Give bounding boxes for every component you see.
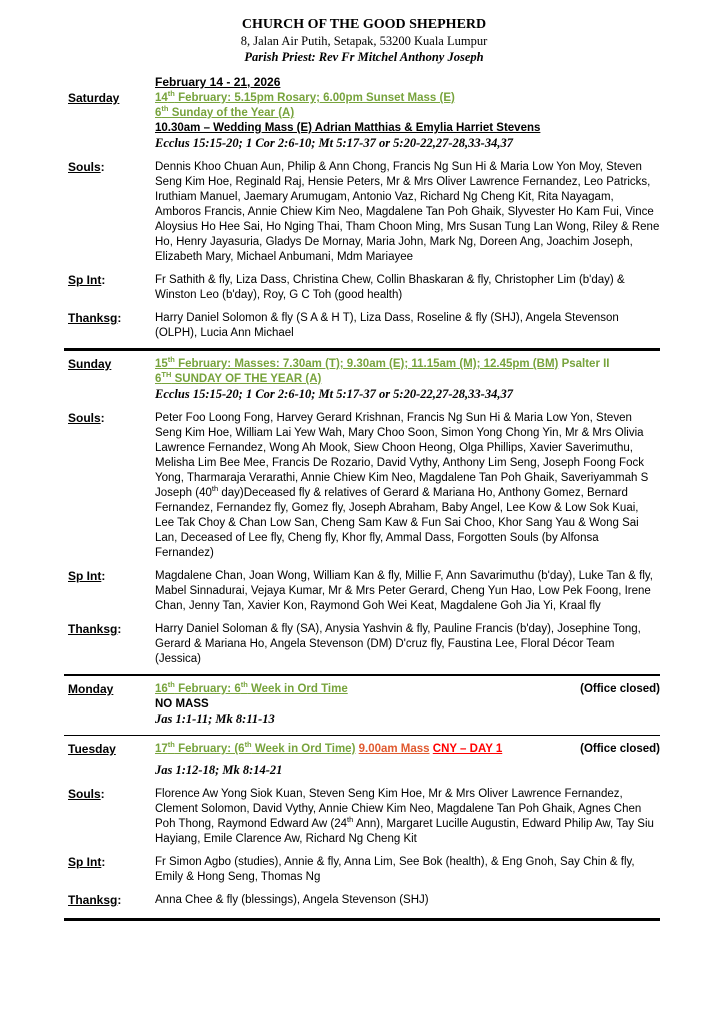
- souls-label: Souls:: [68, 411, 105, 425]
- thanksg-row: [68, 622, 660, 667]
- heading-line: [155, 372, 660, 387]
- souls-text: Peter Foo Loong Fong, Harvey Gerard Krishnan, Francis Ng Sun Hi & Maria Low Yon, Steven Seng Kim Hoe, William Lai Yew Wah, Mary Choo Soon, Simon Yong Chong Yin, Mr & Mrs Olivia Lawrence Fernandez, Wong Ah Mook, Siew Choon Heong, Olga Phillips, Xavier Saverimuthu, Melisha Lim Bee Mee, Francis De Rozario, David Vythy, Anthony Lim Seng, Joseph Foong Fock Yong, Tharmaraja Verarathi, Annie Chiew Kim Neo, Magdalene Tan Poh Ghaik, Saveriyammah S Joseph (40th day)Deceased fly & relatives of Gerard & Mariana Ho, Anthony Gomez, Bernard Fernandez, Fernandez fly, Gomez fly, Joseph Abraham, Baby Angel, Lee Kow & Low Sok Kuai, Lee Tak Choy & Chan Low San, Cheng Sam Kaw & Fun Sai Choo, Khor Sang Yau & Wong Sai Lan, Deceased of Lee fly, Cheng fly, Khor fly, Ammal Dass, Forgotten Souls (by Alfonsa Fernandez): [155, 412, 649, 559]
- heading-segment: 10.30am – Wedding Mass (E) Adrian Matthias & Emylia Harriet Stevens: [155, 122, 541, 134]
- day-label: Monday: [68, 682, 114, 696]
- office-closed-note: (Office closed): [580, 683, 660, 695]
- church-address: 8, Jalan Air Putih, Setapak, 53200 Kuala Lumpur: [240, 34, 488, 48]
- section-tuesday: [68, 742, 660, 908]
- thanksg-label: Thanksg:: [68, 311, 122, 325]
- scripture-reading: Jas 1:1-11; Mk 8:11-13: [155, 712, 275, 726]
- heading-line: [155, 106, 660, 121]
- sp-int-label: Sp Int:: [68, 855, 106, 869]
- thanksg-row: [68, 893, 660, 908]
- sp-int-label: Sp Int:: [68, 273, 106, 287]
- heading-segment: 16th February: 6th Week in Ord Time: [155, 680, 348, 695]
- souls-row: [68, 160, 660, 265]
- souls-text: Florence Aw Yong Siok Kuan, Steven Seng Kim Hoe, Mr & Mrs Oliver Lawrence Fernandez, Clement Solomon, David Vythy, Annie Chiew Kim Neo, Magdalene Tan Poh Ghaik, Agnes Chen Poh Thong, Raymond Edward Aw (24th Ann), Margaret Lucille Augustin, Edward Philip Aw, Tay Siu Hayiang, Emile Clarence Aw, Richard Ng Cheng Kit: [155, 788, 654, 845]
- heading-line: [155, 91, 660, 106]
- heading-segment: 17th February: (6th Week in Ord Time): [155, 740, 356, 755]
- thanksg-label: Thanksg:: [68, 893, 122, 907]
- souls-row: [68, 411, 660, 561]
- scripture-reading: Ecclus 15:15-20; 1 Cor 2:6-10; Mt 5:17-37 or 5:20-22,27-28,33-34,37: [155, 136, 513, 150]
- sp-int-row: [68, 569, 660, 614]
- parish-priest-line: Parish Priest: Rev Fr Mitchel Anthony Joseph: [244, 50, 484, 64]
- sp-int-row: [68, 273, 660, 303]
- day-label: Sunday: [68, 357, 112, 371]
- heading-segment: CNY – DAY 1: [432, 743, 503, 755]
- section-monday: [68, 682, 660, 728]
- heading-segment: NO MASS: [155, 698, 209, 710]
- heading-segment: 6th Sunday of the Year (A): [155, 104, 295, 119]
- souls-label: Souls:: [68, 160, 105, 174]
- thanksg-text: Harry Daniel Solomon & fly (S A & H T), Liza Dass, Roseline & fly (SHJ), Angela Stevenson (OLPH), Lucia Ann Michael: [155, 312, 619, 339]
- office-closed-note: (Office closed): [580, 743, 660, 755]
- heading-line: [155, 136, 660, 152]
- heading-segment: 14th February: 5.15pm Rosary; 6.00pm Sunset Mass (E): [155, 89, 455, 104]
- heading-segment: 9.00am Mass: [358, 743, 430, 755]
- sp-int-text: Fr Sathith & fly, Liza Dass, Christina Chew, Collin Bhaskaran & fly, Christopher Lim (b'day) & Winston Leo (b'day), Roy, G C Toh (good health): [155, 274, 625, 301]
- scripture-reading: Jas 1:12-18; Mk 8:14-21: [155, 763, 283, 777]
- souls-row: [68, 787, 660, 847]
- thanksg-text: Harry Daniel Soloman & fly (SA), Anysia Yashvin & fly, Pauline Francis (b'day), Josephine Tong, Gerard & Mariana Ho, Angela Stevenson (DM) D'cruz fly, Faustina Lee, Floral Décor Team (Jessica): [155, 623, 641, 665]
- thanksg-text: Anna Chee & fly (blessings), Angela Stevenson (SHJ): [155, 894, 429, 906]
- thanksg-row: [68, 311, 660, 341]
- section-divider: [64, 348, 660, 351]
- day-label: Saturday: [68, 91, 120, 105]
- heading-line: [155, 357, 660, 372]
- section-divider: [64, 674, 660, 676]
- heading-segment: 15th February: Masses: 7.30am (T); 9.30am (E); 11.15am (M); 12.45pm (BM): [155, 355, 559, 370]
- heading-line: [155, 763, 660, 779]
- heading-segment: 6TH SUNDAY OF THE YEAR (A): [155, 370, 322, 385]
- section-saturday: [68, 91, 660, 341]
- heading-line: [155, 682, 660, 697]
- day-label: Tuesday: [68, 742, 116, 756]
- heading-line: [155, 742, 660, 757]
- heading-line: [155, 712, 660, 728]
- thanksg-label: Thanksg:: [68, 622, 122, 636]
- heading-line: [155, 121, 660, 136]
- week-range: February 14 - 21, 2026: [155, 75, 281, 89]
- church-name: CHURCH OF THE GOOD SHEPHERD: [241, 17, 487, 32]
- sp-int-text: Fr Simon Agbo (studies), Annie & fly, Anna Lim, See Bok (health), & Eng Gnoh, Say Chin & fly, Emily & Hong Seng, Thomas Ng: [155, 856, 635, 883]
- section-sunday: [68, 357, 660, 667]
- heading-line: [155, 697, 660, 712]
- section-divider: [64, 735, 660, 736]
- sp-int-text: Magdalene Chan, Joan Wong, William Kan & fly, Millie F, Ann Savarimuthu (b'day), Luke Tan & fly, Mabel Sinnadurai, Vejaya Kumar, Mr & Mrs Peter Gerard, Cheng Yun Hao, Low Pek Foong, Irene Chan, Jenny Tan, Xavier Kon, Raymond Goh Wei Keat, Magdalene Goh Jia Yi, Kraal fly: [155, 570, 653, 612]
- scripture-reading: Ecclus 15:15-20; 1 Cor 2:6-10; Mt 5:17-37 or 5:20-22,27-28,33-34,37: [155, 387, 513, 401]
- heading-line: [155, 387, 660, 403]
- souls-label: Souls:: [68, 787, 105, 801]
- sp-int-label: Sp Int:: [68, 569, 106, 583]
- souls-text: Dennis Khoo Chuan Aun, Philip & Ann Chong, Francis Ng Sun Hi & Maria Low Yon Moy, Steven Seng Kim Hoe, Reginald Raj, Hensie Peters, Mr & Mrs Oliver Lawrence Fernandez, Leo Patricks, Iruthiam Manuel, Jaemary Arumugam, Antonio Vaz, Richard Ng Cheng Kit, Rita Nayagam, Amboros Francis, Annie Chiew Kim Neo, Magdalene Tan Poh Ghaik, Slyvester Ho Kam Fui, Vince Aloysius Ho Hee Sai, Ho Nging Thai, Tham Choon Ming, Mrs Susan Tung Lan Wong, Riley & Rene Ho, Henry Jayasuria, Gladys De Mornay, Maria John, Mark Ng, Doreen Ang, Joachim Joseph, Elizabeth Mary, Michael Anbumani, Mdm Mariayee: [155, 161, 660, 263]
- section-divider: [64, 918, 660, 921]
- heading-segment: Psalter II: [561, 358, 610, 370]
- schedule-sections: [68, 91, 660, 921]
- sp-int-row: [68, 855, 660, 885]
